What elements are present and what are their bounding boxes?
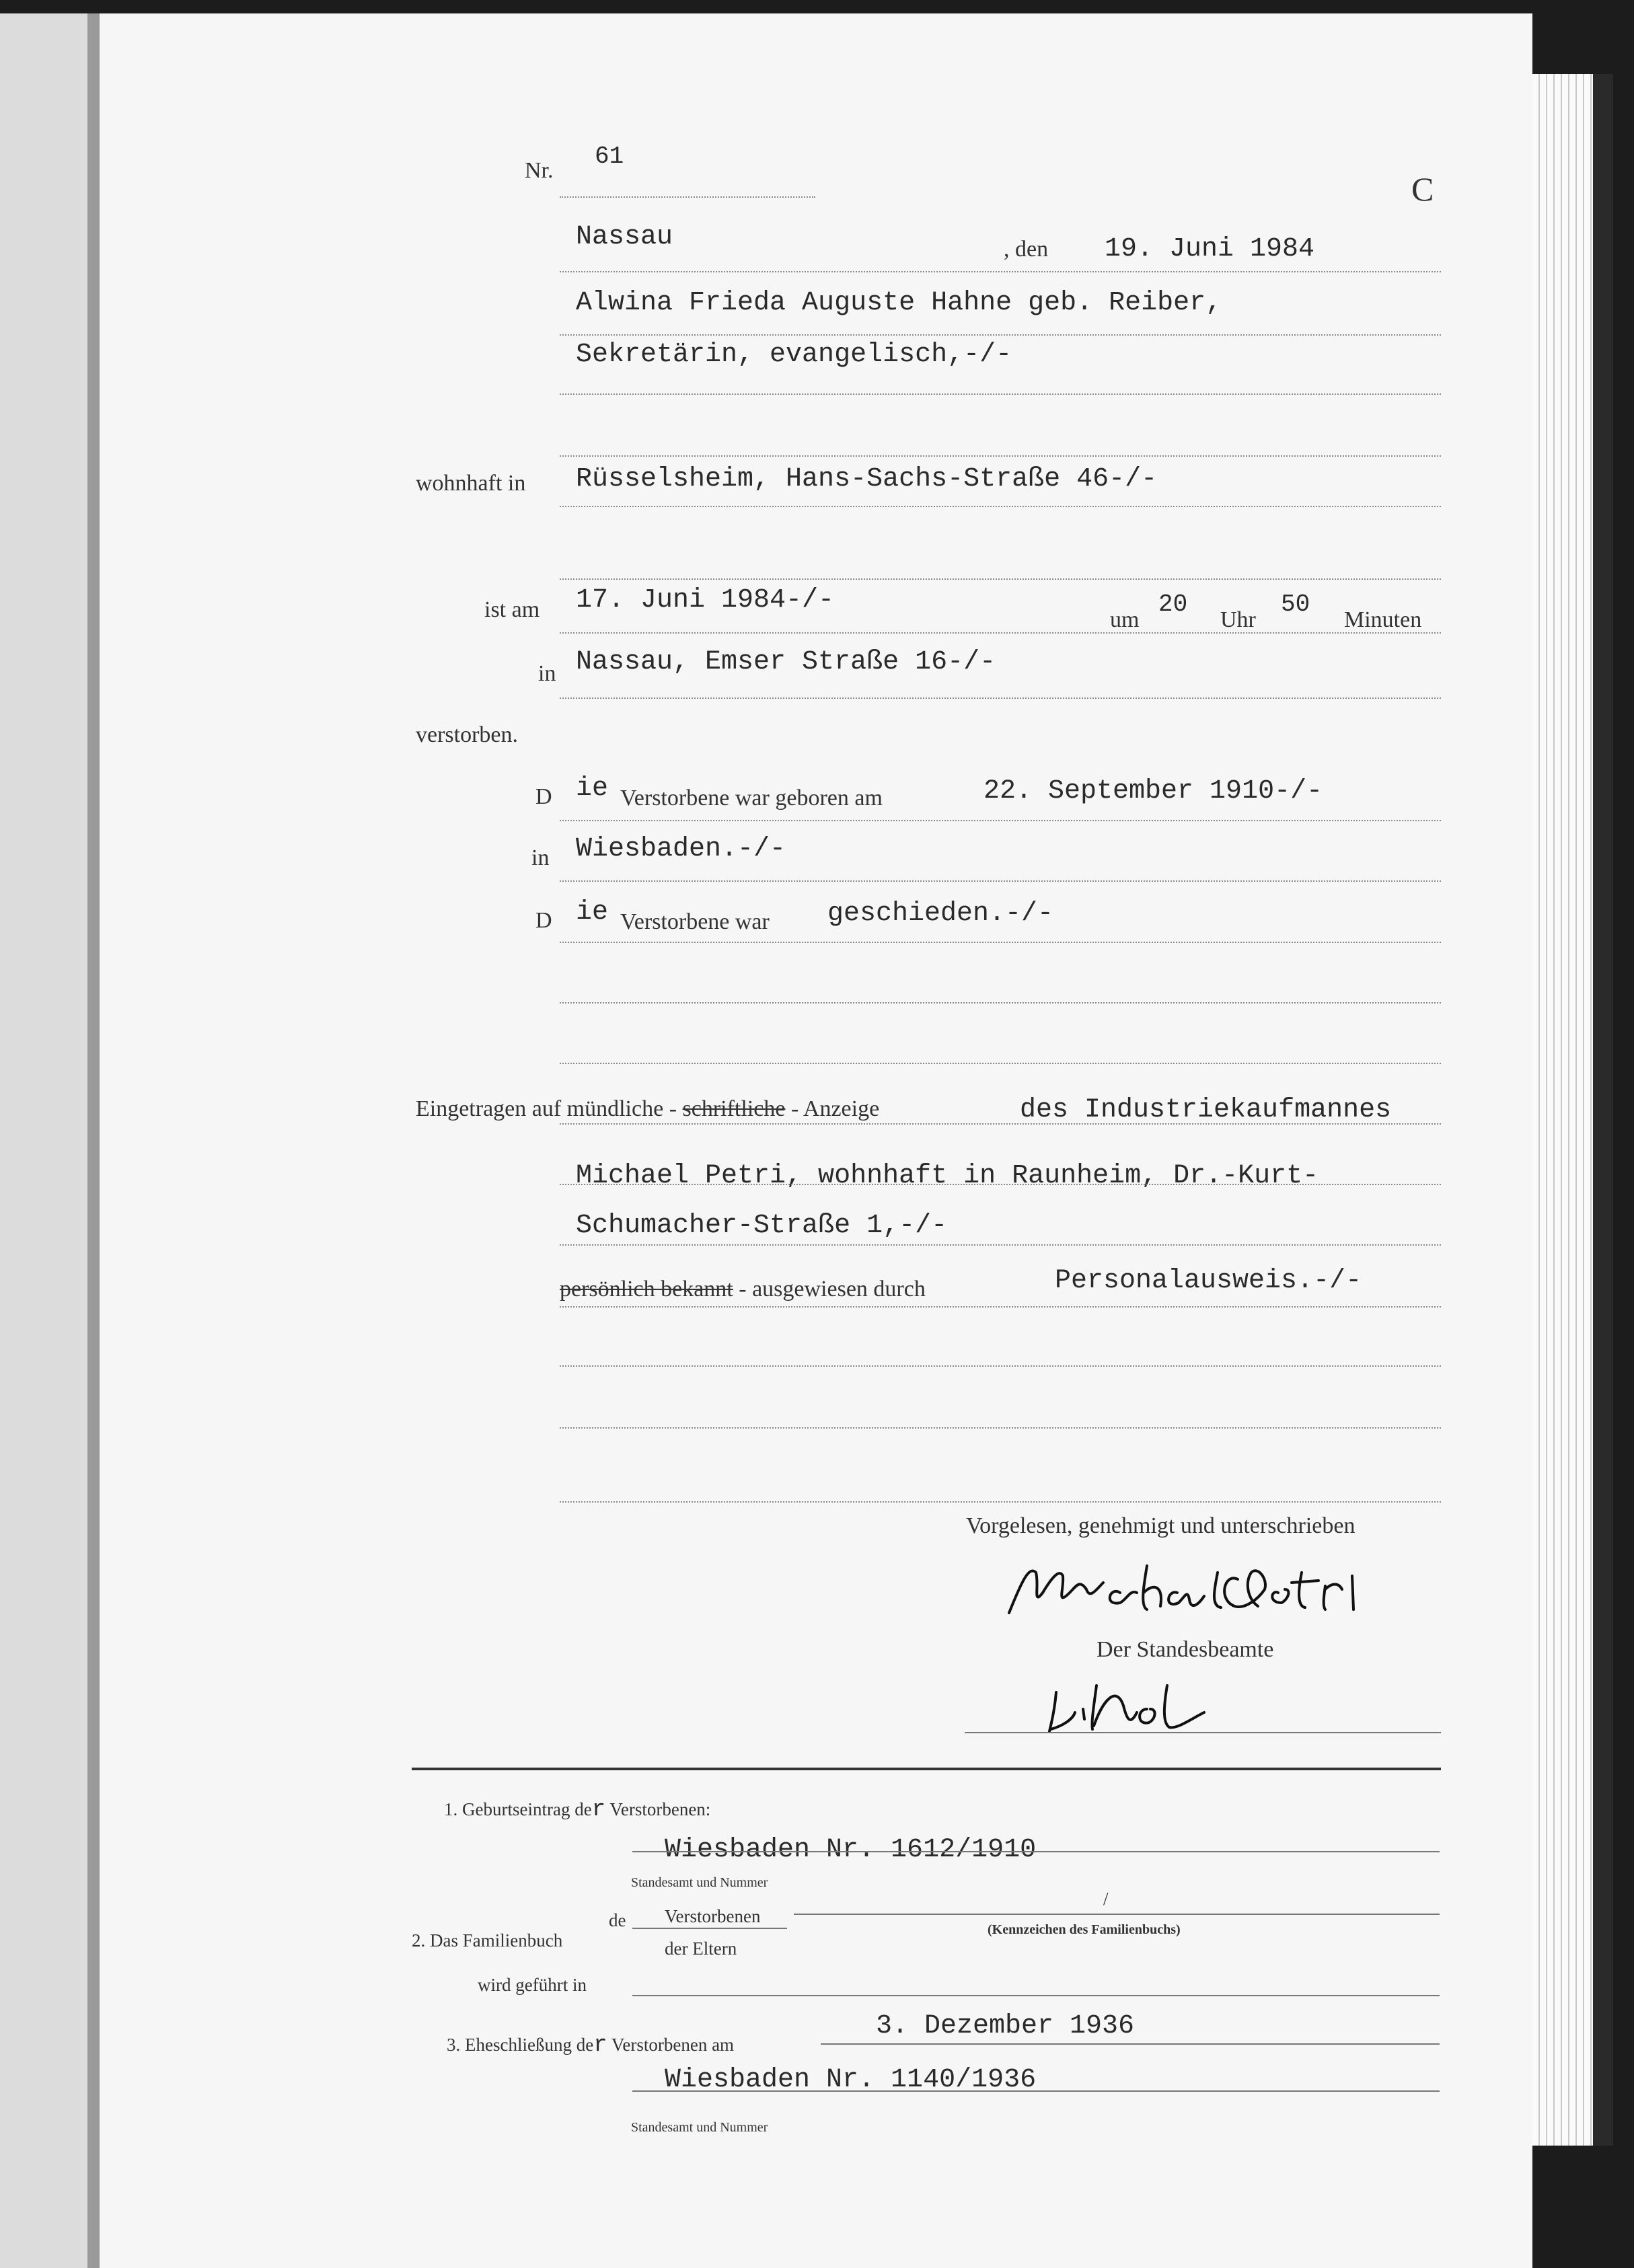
blank-line-6 <box>560 1427 1441 1429</box>
familienbuch-label: 2. Das Familienbuch <box>412 1930 563 1951</box>
geburt-post: Verstorbenen: <box>609 1799 711 1819</box>
familienbuch-line <box>794 1914 1440 1915</box>
blank-line-1 <box>560 455 1441 457</box>
de-label: de <box>609 1910 626 1930</box>
book-cover-edge <box>1593 74 1613 2146</box>
der-eltern-label: der Eltern <box>665 1938 737 1959</box>
page-stack-edge <box>1532 74 1593 2146</box>
person-line-2: Sekretärin, evangelisch,-/- <box>576 340 1012 370</box>
uhr-label: Uhr <box>1220 607 1256 632</box>
informant-line-3-rule <box>560 1244 1441 1246</box>
minuten-label: Minuten <box>1344 607 1422 632</box>
verstorbenen-label: Verstorbenen <box>665 1906 761 1926</box>
blank-line-4 <box>560 1063 1441 1064</box>
wird-gefuehrt-line <box>632 1995 1440 1996</box>
birth-date: 22. September 1910-/- <box>983 776 1323 806</box>
birth-date-line <box>560 820 1441 821</box>
death-date-line <box>560 632 1441 634</box>
den-label: , den <box>1004 237 1049 262</box>
id-document: Personalausweis.-/- <box>1055 1266 1362 1296</box>
in-label-2: in <box>531 845 550 870</box>
ie-fill-1: ie <box>576 773 609 804</box>
blank-line-3 <box>560 1002 1441 1004</box>
blank-line-5 <box>560 1365 1441 1367</box>
nr-line <box>560 196 815 198</box>
person-line-2-rule <box>560 393 1441 395</box>
informant-line-3: Schumacher-Straße 1,-/- <box>576 1211 948 1241</box>
ehe-label: 3. Eheschließung de <box>447 2035 594 2055</box>
geburt-fill: r <box>591 1797 606 1823</box>
id-document-line <box>560 1306 1441 1308</box>
corner-letter: C <box>1411 170 1434 208</box>
kennzeichen-slash: / <box>1103 1889 1109 1909</box>
standesamt-nummer-1: Standesamt und Nummer <box>631 1875 768 1890</box>
informant-line-2-rule <box>560 1184 1441 1185</box>
bekannt-struck: persönlich bekannt <box>560 1277 733 1301</box>
person-line-1-rule <box>560 334 1441 336</box>
ehe-row <box>447 2033 734 2058</box>
kennzeichen-label: (Kennzeichen des Familienbuchs) <box>988 1922 1181 1937</box>
war-label: Verstorbene war <box>620 909 770 934</box>
wohnhaft-label: wohnhaft in <box>416 471 526 496</box>
death-place: Nassau, Emser Straße 16-/- <box>576 647 996 677</box>
ausgewiesen-row <box>560 1277 926 1302</box>
in-label: in <box>538 661 556 686</box>
wohnhaft-value: Rüsselsheim, Hans-Sachs-Straße 46-/- <box>576 464 1158 494</box>
ist-am-label: ist am <box>484 597 540 622</box>
eingetragen-struck: schriftliche <box>682 1096 786 1121</box>
wohnhaft-line <box>560 506 1441 507</box>
status-line <box>560 942 1441 943</box>
wird-gefuehrt-label: wird geführt in <box>478 1975 587 1995</box>
ehe-fill: r <box>593 2033 607 2058</box>
d-label-1: D <box>535 784 552 809</box>
blank-line-2 <box>560 578 1441 580</box>
standesbeamte-label: Der Standesbeamte <box>1097 1637 1274 1662</box>
section-divider <box>412 1768 1441 1770</box>
hour-value: 20 <box>1158 591 1188 618</box>
minutes-value: 50 <box>1281 591 1310 618</box>
registrar-line <box>965 1732 1441 1733</box>
registrar-signature <box>1036 1672 1265 1739</box>
ie-fill-2: ie <box>576 897 609 928</box>
informant-signature <box>1002 1552 1440 1626</box>
status-value: geschieden.-/- <box>827 899 1054 929</box>
nr-label: Nr. <box>525 158 554 183</box>
eingetragen-pre: Eingetragen auf mündliche - <box>416 1096 677 1121</box>
geburt-line <box>632 1851 1440 1852</box>
ehe-value: Wiesbaden Nr. 1140/1936 <box>665 2065 1037 2095</box>
birth-place: Wiesbaden.-/- <box>576 834 786 864</box>
blank-line-7 <box>560 1501 1441 1503</box>
ausgewiesen-label: - ausgewiesen durch <box>739 1277 926 1301</box>
birth-place-line <box>560 880 1441 882</box>
death-date: 17. Juni 1984-/- <box>576 585 835 615</box>
geboren-label: Verstorbene war geboren am <box>620 786 883 810</box>
standesamt-nummer-2: Standesamt und Nummer <box>631 2120 768 2135</box>
left-page <box>0 13 94 2268</box>
ehe-date-line <box>821 2043 1440 2045</box>
verstorben-label: verstorben. <box>416 722 519 747</box>
date-value: 19. Juni 1984 <box>1105 234 1315 264</box>
ehe-value-line <box>632 2090 1440 2092</box>
geburt-row <box>444 1797 710 1823</box>
ehe-post: Verstorbenen am <box>611 2035 735 2055</box>
informant-line-1: des Industriekaufmannes <box>1020 1095 1392 1125</box>
d-label-2: D <box>535 908 552 933</box>
person-line-1: Alwina Frieda Auguste Hahne geb. Reiber, <box>576 288 1222 318</box>
geburt-value: Wiesbaden Nr. 1612/1910 <box>665 1835 1037 1865</box>
informant-line-2: Michael Petri, wohnhaft in Raunheim, Dr.-Kurt- <box>576 1161 1319 1191</box>
date-line <box>560 271 1441 272</box>
informant-line-1-rule <box>560 1123 1441 1125</box>
um-label: um <box>1110 607 1140 632</box>
eingetragen-label <box>416 1096 879 1122</box>
place-value: Nassau <box>576 222 673 252</box>
vorgelesen-text: Vorgelesen, genehmigt und unterschrieben <box>966 1513 1356 1538</box>
geburt-label: 1. Geburtseintrag de <box>444 1799 592 1819</box>
ehe-date: 3. Dezember 1936 <box>876 2011 1135 2041</box>
death-place-line <box>560 697 1441 699</box>
book-gutter <box>87 13 100 2268</box>
eingetragen-post: - Anzeige <box>790 1096 880 1121</box>
nr-value: 61 <box>595 143 624 170</box>
verstorbenen-underline <box>632 1928 787 1929</box>
